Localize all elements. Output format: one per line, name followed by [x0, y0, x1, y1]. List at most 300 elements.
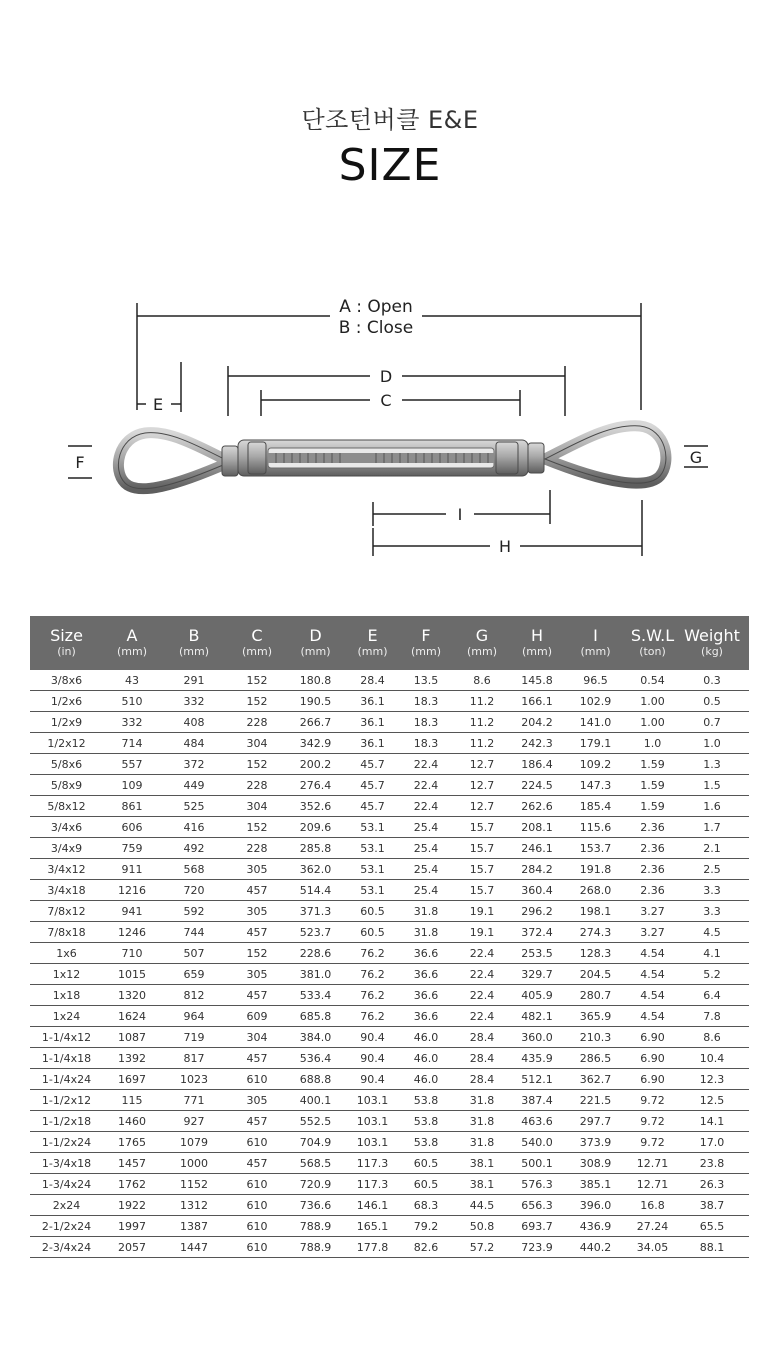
table-cell: 22.4	[401, 796, 451, 817]
table-cell: 1000	[161, 1153, 227, 1174]
table-cell: 8.6	[451, 670, 513, 691]
table-cell: 36.6	[401, 964, 451, 985]
table-cell: 2057	[103, 1237, 161, 1258]
table-cell: 274.3	[561, 922, 630, 943]
table-cell: 25.4	[401, 838, 451, 859]
table-cell: 1x24	[30, 1006, 103, 1027]
label-i: I	[457, 505, 463, 524]
label-e: E	[152, 395, 164, 414]
table-cell: 759	[103, 838, 161, 859]
table-cell: 31.8	[451, 1090, 513, 1111]
table-cell: 177.8	[344, 1237, 401, 1258]
table-cell: 38.1	[451, 1174, 513, 1195]
table-cell: 693.7	[513, 1216, 561, 1237]
table-cell: 2.5	[675, 859, 749, 880]
table-cell: 332	[161, 691, 227, 712]
table-cell: 1216	[103, 880, 161, 901]
table-cell: 3/8x6	[30, 670, 103, 691]
table-cell: 25.4	[401, 817, 451, 838]
table-cell: 771	[161, 1090, 227, 1111]
table-cell: 53.8	[401, 1132, 451, 1153]
table-cell: 714	[103, 733, 161, 754]
table-cell: 46.0	[401, 1027, 451, 1048]
table-cell: 720	[161, 880, 227, 901]
table-cell: 15.7	[451, 838, 513, 859]
table-cell: 416	[161, 817, 227, 838]
table-cell: 228	[227, 838, 287, 859]
table-cell: 147.3	[561, 775, 630, 796]
table-cell: 304	[227, 733, 287, 754]
table-cell: 1-1/2x18	[30, 1111, 103, 1132]
table-cell: 1-1/4x18	[30, 1048, 103, 1069]
table-cell: 457	[227, 922, 287, 943]
table-row	[30, 1111, 749, 1132]
table-cell: 1624	[103, 1006, 161, 1027]
label-g: G	[689, 448, 703, 467]
table-cell: 22.4	[401, 754, 451, 775]
table-cell: 28.4	[451, 1027, 513, 1048]
table-cell: 536.4	[287, 1048, 344, 1069]
table-row	[30, 1237, 749, 1258]
table-cell: 228	[227, 775, 287, 796]
table-cell: 22.4	[451, 985, 513, 1006]
table-cell: 1697	[103, 1069, 161, 1090]
table-cell: 43	[103, 670, 161, 691]
table-row	[30, 1006, 749, 1027]
table-cell: 46.0	[401, 1069, 451, 1090]
table-cell: 492	[161, 838, 227, 859]
table-cell: 1023	[161, 1069, 227, 1090]
table-cell: 305	[227, 901, 287, 922]
table-cell: 115.6	[561, 817, 630, 838]
table-cell: 18.3	[401, 691, 451, 712]
table-cell: 285.8	[287, 838, 344, 859]
table-cell: 6.90	[630, 1048, 675, 1069]
table-cell: 927	[161, 1111, 227, 1132]
table-cell: 365.9	[561, 1006, 630, 1027]
table-cell: 109.2	[561, 754, 630, 775]
dimension-g	[684, 446, 708, 467]
table-cell: 332	[103, 712, 161, 733]
table-row	[30, 796, 749, 817]
table-cell: 1087	[103, 1027, 161, 1048]
table-cell: 115	[103, 1090, 161, 1111]
label-a-open: A : Open	[339, 297, 413, 317]
table-cell: 525	[161, 796, 227, 817]
table-cell: 510	[103, 691, 161, 712]
table-cell: 28.4	[344, 670, 401, 691]
table-cell: 228.6	[287, 943, 344, 964]
table-cell: 152	[227, 691, 287, 712]
table-cell: 45.7	[344, 796, 401, 817]
dimension-c	[261, 390, 520, 416]
table-cell: 44.5	[451, 1195, 513, 1216]
table-cell: 482.1	[513, 1006, 561, 1027]
table-cell: 90.4	[344, 1027, 401, 1048]
table-cell: 109	[103, 775, 161, 796]
table-cell: 19.1	[451, 901, 513, 922]
table-cell: 457	[227, 880, 287, 901]
table-cell: 372.4	[513, 922, 561, 943]
table-row	[30, 1174, 749, 1195]
table-cell: 15.7	[451, 880, 513, 901]
table-cell: 12.3	[675, 1069, 749, 1090]
table-cell: 9.72	[630, 1090, 675, 1111]
label-c: C	[380, 391, 392, 410]
table-cell: 723.9	[513, 1237, 561, 1258]
table-cell: 1.59	[630, 754, 675, 775]
table-cell: 50.8	[451, 1216, 513, 1237]
table-row	[30, 1027, 749, 1048]
table-cell: 352.6	[287, 796, 344, 817]
table-cell: 284.2	[513, 859, 561, 880]
table-cell: 296.2	[513, 901, 561, 922]
table-cell: 817	[161, 1048, 227, 1069]
table-cell: 435.9	[513, 1048, 561, 1069]
table-cell: 53.8	[401, 1111, 451, 1132]
table-cell: 14.1	[675, 1111, 749, 1132]
table-cell: 1079	[161, 1132, 227, 1153]
table-cell: 4.54	[630, 943, 675, 964]
table-row	[30, 775, 749, 796]
table-row	[30, 1069, 749, 1090]
table-cell: 76.2	[344, 1006, 401, 1027]
table-cell: 1762	[103, 1174, 161, 1195]
table-cell: 4.54	[630, 964, 675, 985]
table-header	[30, 616, 749, 670]
table-cell: 12.71	[630, 1174, 675, 1195]
table-cell: 8.6	[675, 1027, 749, 1048]
table-cell: 221.5	[561, 1090, 630, 1111]
table-row	[30, 1153, 749, 1174]
table-row	[30, 859, 749, 880]
table-cell: 4.54	[630, 1006, 675, 1027]
table-cell: 5/8x12	[30, 796, 103, 817]
table-cell: 16.8	[630, 1195, 675, 1216]
table-cell: 1457	[103, 1153, 161, 1174]
table-cell: 12.7	[451, 775, 513, 796]
table-cell: 15.7	[451, 817, 513, 838]
label-b-close: B : Close	[338, 318, 414, 338]
table-cell: 304	[227, 796, 287, 817]
table-cell: 911	[103, 859, 161, 880]
table-cell: 96.5	[561, 670, 630, 691]
col-header-size: Size (in)	[30, 616, 103, 670]
table-row	[30, 1216, 749, 1237]
product-subtitle: 단조턴버클 E&E	[301, 106, 479, 134]
table-cell: 276.4	[287, 775, 344, 796]
table-cell: 1-3/4x24	[30, 1174, 103, 1195]
table-row	[30, 670, 749, 691]
table-cell: 514.4	[287, 880, 344, 901]
table-cell: 568.5	[287, 1153, 344, 1174]
table-cell: 533.4	[287, 985, 344, 1006]
table-cell: 153.7	[561, 838, 630, 859]
table-cell: 7/8x18	[30, 922, 103, 943]
table-cell: 576.3	[513, 1174, 561, 1195]
table-cell: 861	[103, 796, 161, 817]
table-cell: 57.2	[451, 1237, 513, 1258]
table-cell: 53.1	[344, 880, 401, 901]
table-cell: 208.1	[513, 817, 561, 838]
dimension-d	[228, 366, 565, 416]
table-cell: 15.7	[451, 859, 513, 880]
table-cell: 117.3	[344, 1174, 401, 1195]
table-row	[30, 964, 749, 985]
table-cell: 457	[227, 1111, 287, 1132]
size-spec-table	[30, 616, 749, 1258]
table-cell: 1460	[103, 1111, 161, 1132]
table-cell: 180.8	[287, 670, 344, 691]
table-cell: 385.1	[561, 1174, 630, 1195]
table-cell: 88.1	[675, 1237, 749, 1258]
col-header-b: B (mm)	[161, 616, 227, 670]
table-cell: 53.1	[344, 838, 401, 859]
table-cell: 1-3/4x18	[30, 1153, 103, 1174]
table-cell: 1.7	[675, 817, 749, 838]
table-cell: 5/8x6	[30, 754, 103, 775]
table-cell: 384.0	[287, 1027, 344, 1048]
table-cell: 372	[161, 754, 227, 775]
table-cell: 198.1	[561, 901, 630, 922]
col-header-i: I (mm)	[561, 616, 630, 670]
table-cell: 373.9	[561, 1132, 630, 1153]
col-header-g: G (mm)	[451, 616, 513, 670]
table-cell: 1/2x9	[30, 712, 103, 733]
table-cell: 0.7	[675, 712, 749, 733]
table-cell: 1.3	[675, 754, 749, 775]
table-cell: 2-1/2x24	[30, 1216, 103, 1237]
table-cell: 53.1	[344, 859, 401, 880]
table-cell: 31.8	[451, 1132, 513, 1153]
table-cell: 117.3	[344, 1153, 401, 1174]
table-cell: 185.4	[561, 796, 630, 817]
table-cell: 659	[161, 964, 227, 985]
table-cell: 1765	[103, 1132, 161, 1153]
table-cell: 387.4	[513, 1090, 561, 1111]
table-cell: 736.6	[287, 1195, 344, 1216]
table-row	[30, 1195, 749, 1216]
table-cell: 1922	[103, 1195, 161, 1216]
table-cell: 191.8	[561, 859, 630, 880]
table-row	[30, 691, 749, 712]
header-row	[30, 616, 749, 670]
table-cell: 704.9	[287, 1132, 344, 1153]
table-cell: 408	[161, 712, 227, 733]
table-cell: 360.4	[513, 880, 561, 901]
table-cell: 610	[227, 1069, 287, 1090]
table-cell: 17.0	[675, 1132, 749, 1153]
table-cell: 1.59	[630, 796, 675, 817]
table-cell: 152	[227, 754, 287, 775]
table-cell: 507	[161, 943, 227, 964]
table-cell: 6.4	[675, 985, 749, 1006]
table-cell: 286.5	[561, 1048, 630, 1069]
table-cell: 1015	[103, 964, 161, 985]
col-header-c: C (mm)	[227, 616, 287, 670]
table-cell: 210.3	[561, 1027, 630, 1048]
table-cell: 610	[227, 1237, 287, 1258]
table-cell: 0.3	[675, 670, 749, 691]
table-cell: 291	[161, 670, 227, 691]
table-cell: 305	[227, 1090, 287, 1111]
table-cell: 688.8	[287, 1069, 344, 1090]
table-cell: 79.2	[401, 1216, 451, 1237]
table-cell: 76.2	[344, 985, 401, 1006]
table-cell: 1-1/2x24	[30, 1132, 103, 1153]
table-cell: 1x18	[30, 985, 103, 1006]
col-header-h: H (mm)	[513, 616, 561, 670]
table-cell: 1.6	[675, 796, 749, 817]
table-cell: 305	[227, 964, 287, 985]
table-cell: 3/4x6	[30, 817, 103, 838]
table-cell: 1x6	[30, 943, 103, 964]
table-row	[30, 712, 749, 733]
table-cell: 540.0	[513, 1132, 561, 1153]
table-cell: 128.3	[561, 943, 630, 964]
table-cell: 152	[227, 670, 287, 691]
table-cell: 362.7	[561, 1069, 630, 1090]
table-cell: 60.5	[401, 1153, 451, 1174]
table-cell: 102.9	[561, 691, 630, 712]
table-cell: 224.5	[513, 775, 561, 796]
table-cell: 242.3	[513, 733, 561, 754]
table-cell: 1/2x12	[30, 733, 103, 754]
table-cell: 610	[227, 1174, 287, 1195]
table-cell: 190.5	[287, 691, 344, 712]
dimension-h	[373, 500, 642, 556]
table-cell: 552.5	[287, 1111, 344, 1132]
table-cell: 4.5	[675, 922, 749, 943]
table-cell: 512.1	[513, 1069, 561, 1090]
table-cell: 4.54	[630, 985, 675, 1006]
turnbuckle-image	[118, 426, 666, 489]
col-header-d: D (mm)	[287, 616, 344, 670]
table-cell: 60.5	[344, 901, 401, 922]
table-row	[30, 1132, 749, 1153]
table-cell: 2-3/4x24	[30, 1237, 103, 1258]
table-cell: 36.1	[344, 733, 401, 754]
table-cell: 31.8	[401, 901, 451, 922]
table-cell: 12.5	[675, 1090, 749, 1111]
table-cell: 262.6	[513, 796, 561, 817]
table-cell: 0.54	[630, 670, 675, 691]
table-cell: 11.2	[451, 733, 513, 754]
table-cell: 1/2x6	[30, 691, 103, 712]
table-cell: 23.8	[675, 1153, 749, 1174]
table-cell: 1152	[161, 1174, 227, 1195]
table-cell: 592	[161, 901, 227, 922]
table-cell: 3.3	[675, 880, 749, 901]
table-cell: 297.7	[561, 1111, 630, 1132]
table-cell: 18.3	[401, 733, 451, 754]
table-cell: 1x12	[30, 964, 103, 985]
table-cell: 381.0	[287, 964, 344, 985]
table-cell: 53.8	[401, 1090, 451, 1111]
col-header-f: F (mm)	[401, 616, 451, 670]
table-cell: 200.2	[287, 754, 344, 775]
table-cell: 5.2	[675, 964, 749, 985]
table-cell: 82.6	[401, 1237, 451, 1258]
label-f: F	[75, 453, 85, 472]
table-cell: 1.5	[675, 775, 749, 796]
table-cell: 22.4	[451, 964, 513, 985]
table-cell: 11.2	[451, 691, 513, 712]
table-cell: 7.8	[675, 1006, 749, 1027]
table-cell: 6.90	[630, 1027, 675, 1048]
table-cell: 5/8x9	[30, 775, 103, 796]
table-cell: 449	[161, 775, 227, 796]
table-cell: 10.4	[675, 1048, 749, 1069]
dimension-i	[373, 490, 550, 526]
table-cell: 60.5	[401, 1174, 451, 1195]
table-cell: 45.7	[344, 775, 401, 796]
table-cell: 405.9	[513, 985, 561, 1006]
table-cell: 22.4	[451, 943, 513, 964]
table-cell: 204.2	[513, 712, 561, 733]
table-cell: 440.2	[561, 1237, 630, 1258]
table-cell: 246.1	[513, 838, 561, 859]
table-cell: 165.1	[344, 1216, 401, 1237]
table-cell: 396.0	[561, 1195, 630, 1216]
table-cell: 457	[227, 985, 287, 1006]
table-cell: 28.4	[451, 1069, 513, 1090]
table-cell: 9.72	[630, 1132, 675, 1153]
table-cell: 34.05	[630, 1237, 675, 1258]
table-cell: 11.2	[451, 712, 513, 733]
table-cell: 145.8	[513, 670, 561, 691]
table-cell: 38.7	[675, 1195, 749, 1216]
table-cell: 4.1	[675, 943, 749, 964]
table-cell: 65.5	[675, 1216, 749, 1237]
table-cell: 305	[227, 859, 287, 880]
table-cell: 68.3	[401, 1195, 451, 1216]
label-h: H	[498, 537, 512, 556]
table-row	[30, 880, 749, 901]
table-cell: 2x24	[30, 1195, 103, 1216]
table-cell: 1246	[103, 922, 161, 943]
table-cell: 25.4	[401, 880, 451, 901]
table-cell: 606	[103, 817, 161, 838]
table-cell: 31.8	[451, 1111, 513, 1132]
table-cell: 9.72	[630, 1111, 675, 1132]
table-cell: 1392	[103, 1048, 161, 1069]
table-row	[30, 901, 749, 922]
table-cell: 329.7	[513, 964, 561, 985]
table-cell: 103.1	[344, 1090, 401, 1111]
table-cell: 941	[103, 901, 161, 922]
table-cell: 45.7	[344, 754, 401, 775]
table-cell: 362.0	[287, 859, 344, 880]
table-cell: 253.5	[513, 943, 561, 964]
table-cell: 19.1	[451, 922, 513, 943]
table-cell: 788.9	[287, 1216, 344, 1237]
table-cell: 46.0	[401, 1048, 451, 1069]
table-cell: 266.7	[287, 712, 344, 733]
table-cell: 371.3	[287, 901, 344, 922]
table-cell: 146.1	[344, 1195, 401, 1216]
table-cell: 268.0	[561, 880, 630, 901]
table-cell: 523.7	[287, 922, 344, 943]
col-header-a: A (mm)	[103, 616, 161, 670]
table-cell: 3/4x12	[30, 859, 103, 880]
table-cell: 1447	[161, 1237, 227, 1258]
table-cell: 90.4	[344, 1048, 401, 1069]
table-cell: 1-1/4x12	[30, 1027, 103, 1048]
table-cell: 1320	[103, 985, 161, 1006]
table-cell: 360.0	[513, 1027, 561, 1048]
table-cell: 788.9	[287, 1237, 344, 1258]
